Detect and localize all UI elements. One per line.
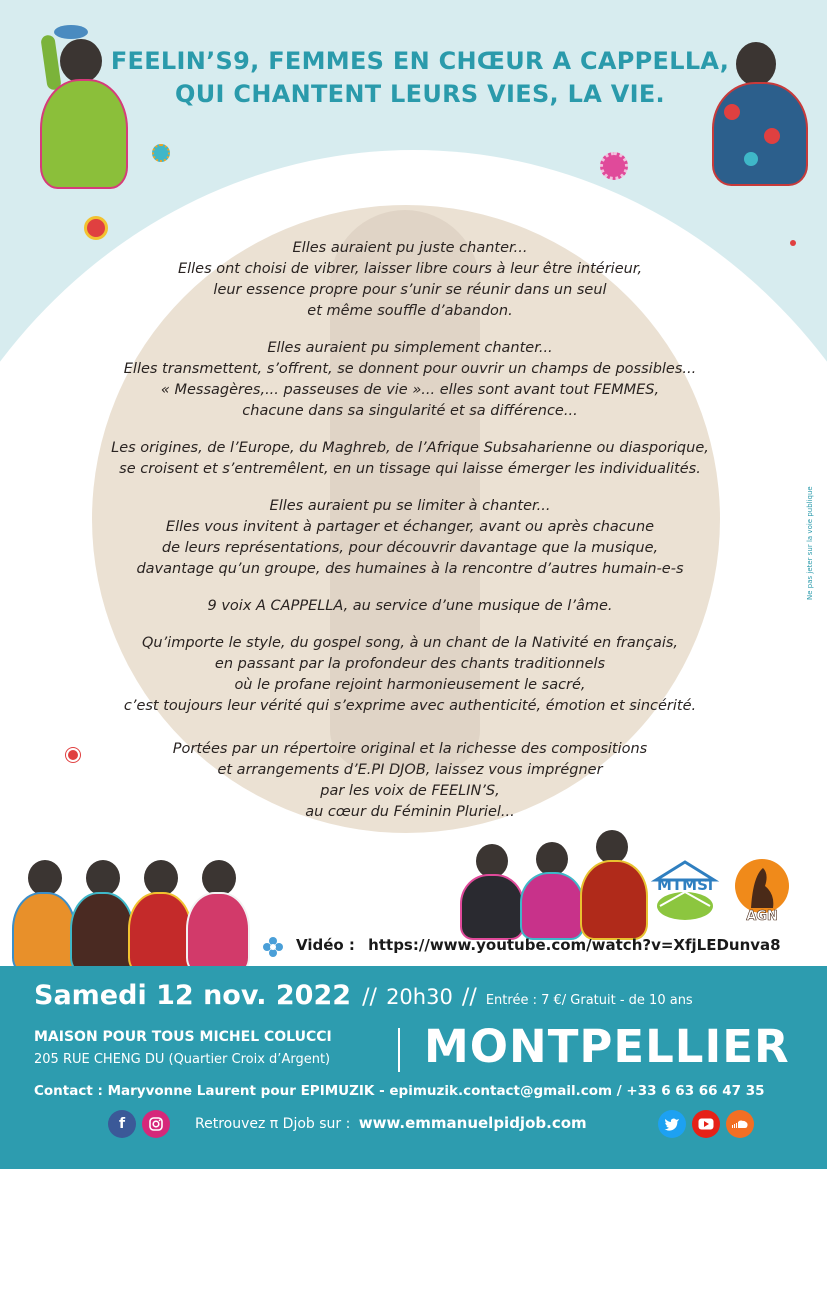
- mtmsi-logo: [650, 858, 720, 924]
- paragraph-5: [95, 596, 725, 617]
- svg-text:AGN: AGN: [746, 909, 778, 924]
- event-date: Samedi 12 nov. 2022: [34, 980, 352, 1011]
- separator: //: [362, 985, 377, 1010]
- flower-icon: [262, 936, 284, 958]
- doll-group-left: [8, 852, 248, 970]
- title-line-1: FEELIN’S9, FEMMES EN CHŒUR A CAPPELLA,: [110, 47, 730, 75]
- instagram-icon[interactable]: [142, 1110, 170, 1138]
- paragraph-4: [95, 496, 725, 580]
- body-text: [95, 238, 725, 839]
- venue-name: MAISON POUR TOUS MICHEL COLUCCI: [34, 1029, 332, 1045]
- text-line: leur essence propre pour s’unir se réunir dans un seul: [213, 282, 607, 298]
- text-line: chacune dans sa singularité et sa différence...: [242, 403, 578, 419]
- text-line: Les origines, de l’Europe, du Maghreb, de l’Afrique Subsaharienne ou diasporique,: [111, 440, 709, 456]
- text-line: Elles transmettent, s’offrent, se donnent pour ouvrir un champs de possibles...: [123, 361, 697, 377]
- city-name: MONTPELLIER: [424, 1020, 790, 1073]
- video-line: [296, 936, 781, 954]
- facebook-icon[interactable]: f: [108, 1110, 136, 1138]
- title-line-2: QUI CHANTENT LEURS VIES, LA VIE.: [175, 80, 665, 108]
- text-line: Qu’importe le style, du gospel song, à un chant de la Nativité en français,: [141, 635, 679, 651]
- flower-icon: [600, 152, 628, 180]
- paragraph-2: [95, 338, 725, 422]
- entry-price: Entrée : 7 €/ Gratuit - de 10 ans: [485, 993, 693, 1008]
- svg-text:MTMSi: MTMSi: [656, 876, 714, 894]
- paragraph-1: [95, 238, 725, 322]
- event-time: 20h30: [386, 985, 453, 1009]
- website-link[interactable]: www.emmanuelpidjob.com: [358, 1114, 587, 1132]
- agn-logo: [733, 856, 791, 928]
- text-line: et arrangements d’E.PI DJOB, laissez vous imprégner: [217, 762, 603, 778]
- text-line: Elles auraient pu juste chanter...: [292, 240, 528, 256]
- paragraph-7: [95, 739, 725, 823]
- retrouvez-label: Retrouvez π Djob sur :: [195, 1116, 351, 1132]
- youtube-icon[interactable]: [692, 1110, 720, 1138]
- text-line: Elles auraient pu simplement chanter...: [267, 340, 553, 356]
- retrouvez-line: [195, 1114, 587, 1132]
- text-line: en passant par la profondeur des chants traditionnels: [214, 656, 606, 672]
- divider: [398, 1028, 400, 1072]
- doll-group-center: [458, 826, 646, 936]
- flower-icon: [84, 216, 108, 240]
- text-line: Elles auraient pu se limiter à chanter...: [269, 498, 551, 514]
- twitter-icon[interactable]: [658, 1110, 686, 1138]
- text-line: Elles vous invitent à partager et échanger, avant ou après chacune: [165, 519, 655, 535]
- separator: //: [461, 985, 477, 1010]
- side-note: [806, 470, 826, 610]
- text-line: où le profane rejoint harmonieusement le sacré,: [234, 677, 586, 693]
- text-line: au cœur du Féminin Pluriel...: [305, 804, 515, 820]
- video-link[interactable]: https://www.youtube.com/watch?v=XfjLEDunva8: [368, 936, 781, 954]
- flower-icon: [66, 748, 80, 762]
- text-line: et même souffle d’abandon.: [307, 303, 513, 319]
- paragraph-6: [95, 633, 725, 717]
- page-title: [80, 45, 760, 111]
- text-line: c’est toujours leur vérité qui s’exprime avec authenticité, émotion et sincérité.: [123, 698, 697, 714]
- flower-icon: [152, 144, 170, 162]
- text-line: se croisent et s’entremêlent, en un tissage qui laisse émerger les individualités.: [119, 461, 701, 477]
- contact-info: Contact : Maryvonne Laurent pour EPIMUZIK - epimuzik.contact@gmail.com / +33 6 63 66 47 35: [34, 1083, 765, 1099]
- video-label: Vidéo :: [296, 936, 355, 954]
- paragraph-3: [95, 438, 725, 480]
- text-line: davantage qu’un groupe, des humaines à la rencontre d’autres humain-e-s: [136, 561, 684, 577]
- text-line: 9 voix A CAPPELLA, au service d’une musique de l’âme.: [207, 598, 613, 614]
- side-note-text: Ne pas jeter sur la voie publique: [806, 486, 814, 600]
- flower-icon: [790, 240, 796, 246]
- text-line: Elles ont choisi de vibrer, laisser libre cours à leur être intérieur,: [177, 261, 643, 277]
- date-line: [34, 980, 693, 1011]
- soundcloud-icon[interactable]: [726, 1110, 754, 1138]
- text-line: par les voix de FEELIN’S,: [320, 783, 500, 799]
- text-line: « Messagères,... passeuses de vie »... elles sont avant tout FEMMES,: [160, 382, 660, 398]
- text-line: Portées par un répertoire original et la richesse des compositions: [172, 741, 648, 757]
- venue-address: 205 RUE CHENG DU (Quartier Croix d’Argent): [34, 1052, 331, 1067]
- text-line: de leurs représentations, pour découvrir davantage que la musique,: [161, 540, 659, 556]
